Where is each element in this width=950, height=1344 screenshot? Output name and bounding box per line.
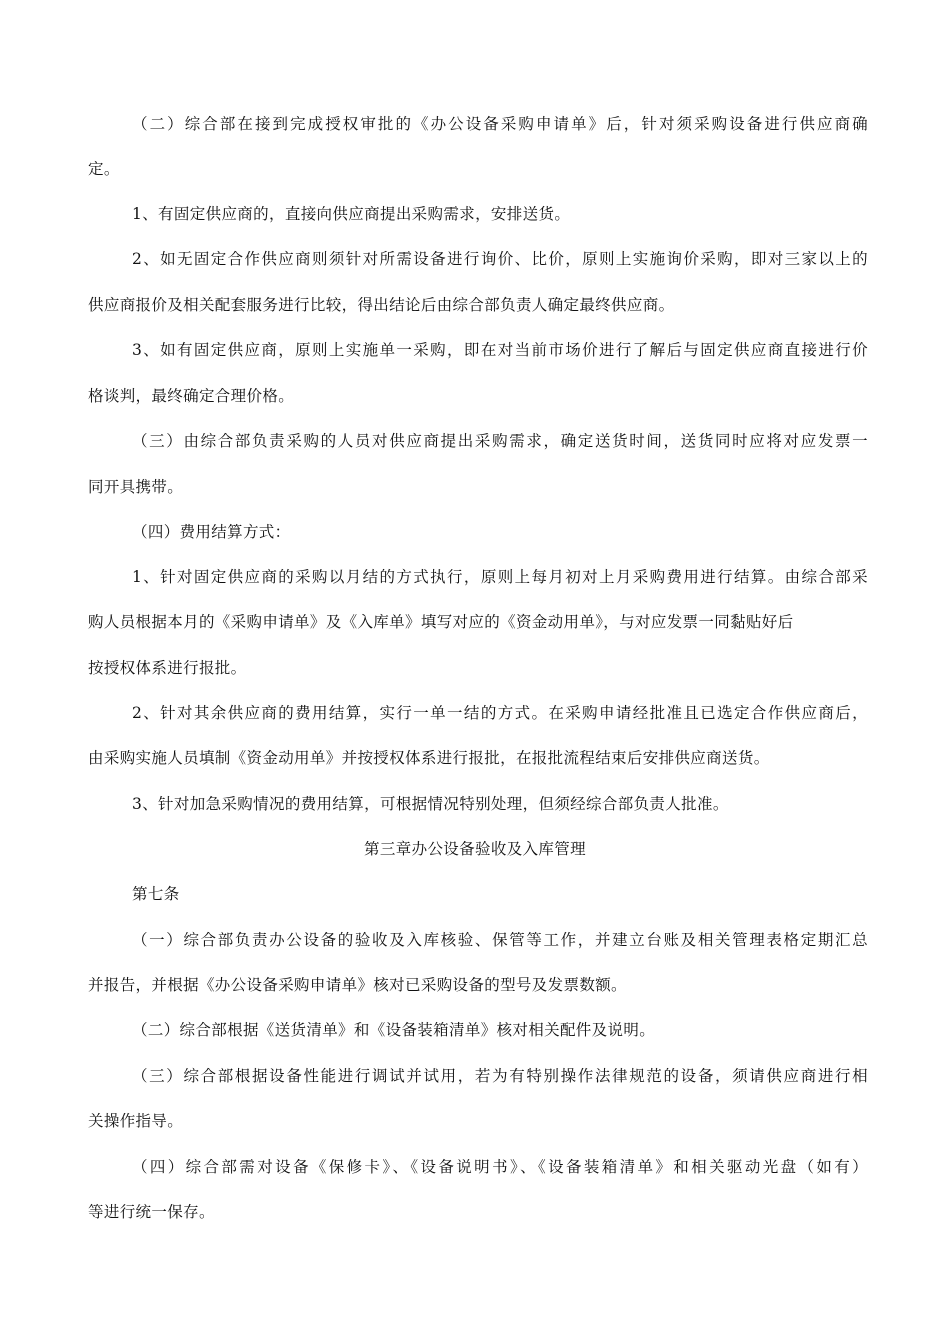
paragraph-line: （二）综合部在接到完成授权审批的《办公设备采购申请单》后，针对须采购设备进行供应商确 bbox=[132, 115, 868, 133]
paragraph-line: 3、针对加急采购情况的费用结算，可根据情况特别处理，但须经综合部负责人批准。 bbox=[132, 795, 729, 813]
paragraph-line: （四）费用结算方式： bbox=[132, 523, 291, 541]
paragraph-line: 1、针对固定供应商的采购以月结的方式执行，原则上每月初对上月采购费用进行结算。由综合部采 bbox=[132, 568, 868, 586]
paragraph-line: （一）综合部负责办公设备的验收及入库核验、保管等工作，并建立台账及相关管理表格定期汇总 bbox=[132, 931, 868, 949]
paragraph-line: 由采购实施人员填制《资金动用单》并按授权体系进行报批，在报批流程结束后安排供应商送货。 bbox=[88, 749, 770, 767]
article-heading: 第七条 bbox=[132, 885, 180, 903]
paragraph-line: 供应商报价及相关配套服务进行比较，得出结论后由综合部负责人确定最终供应商。 bbox=[88, 296, 675, 314]
paragraph-line: 定。 bbox=[88, 160, 120, 178]
paragraph-line: 购人员根据本月的《采购申请单》及《入库单》填写对应的《资金动用单》，与对应发票一同黏贴好后 bbox=[88, 613, 794, 631]
paragraph-line: 同开具携带。 bbox=[88, 478, 184, 496]
paragraph-line: （四）综合部需对设备《保修卡》、《设备说明书》、《设备装箱清单》和相关驱动光盘（如有） bbox=[132, 1158, 868, 1176]
paragraph-line: 按授权体系进行报批。 bbox=[88, 659, 247, 677]
paragraph-line: 并报告，并根据《办公设备采购申请单》核对已采购设备的型号及发票数额。 bbox=[88, 976, 627, 994]
paragraph-line: 等进行统一保存。 bbox=[88, 1203, 215, 1221]
paragraph-line: 3、如有固定供应商，原则上实施单一采购，即在对当前市场价进行了解后与固定供应商直接进行价 bbox=[132, 341, 868, 359]
paragraph-line: （三）由综合部负责采购的人员对供应商提出采购需求，确定送货时间，送货同时应将对应发票一 bbox=[132, 432, 868, 450]
chapter-heading: 第三章办公设备验收及入库管理 bbox=[364, 840, 586, 858]
paragraph-line: 关操作指导。 bbox=[88, 1112, 184, 1130]
paragraph-line: 1、有固定供应商的，直接向供应商提出采购需求，安排送货。 bbox=[132, 205, 571, 223]
paragraph-line: （二）综合部根据《送货清单》和《设备装箱清单》核对相关配件及说明。 bbox=[132, 1021, 656, 1039]
paragraph-line: 格谈判，最终确定合理价格。 bbox=[88, 387, 295, 405]
paragraph-line: （三）综合部根据设备性能进行调试并试用，若为有特别操作法律规范的设备，须请供应商进行相 bbox=[132, 1067, 868, 1085]
paragraph-line: 2、针对其余供应商的费用结算，实行一单一结的方式。在采购申请经批准且已选定合作供应商后， bbox=[132, 704, 868, 722]
paragraph-line: 2、如无固定合作供应商则须针对所需设备进行询价、比价，原则上实施询价采购，即对三家以上的 bbox=[132, 250, 868, 268]
